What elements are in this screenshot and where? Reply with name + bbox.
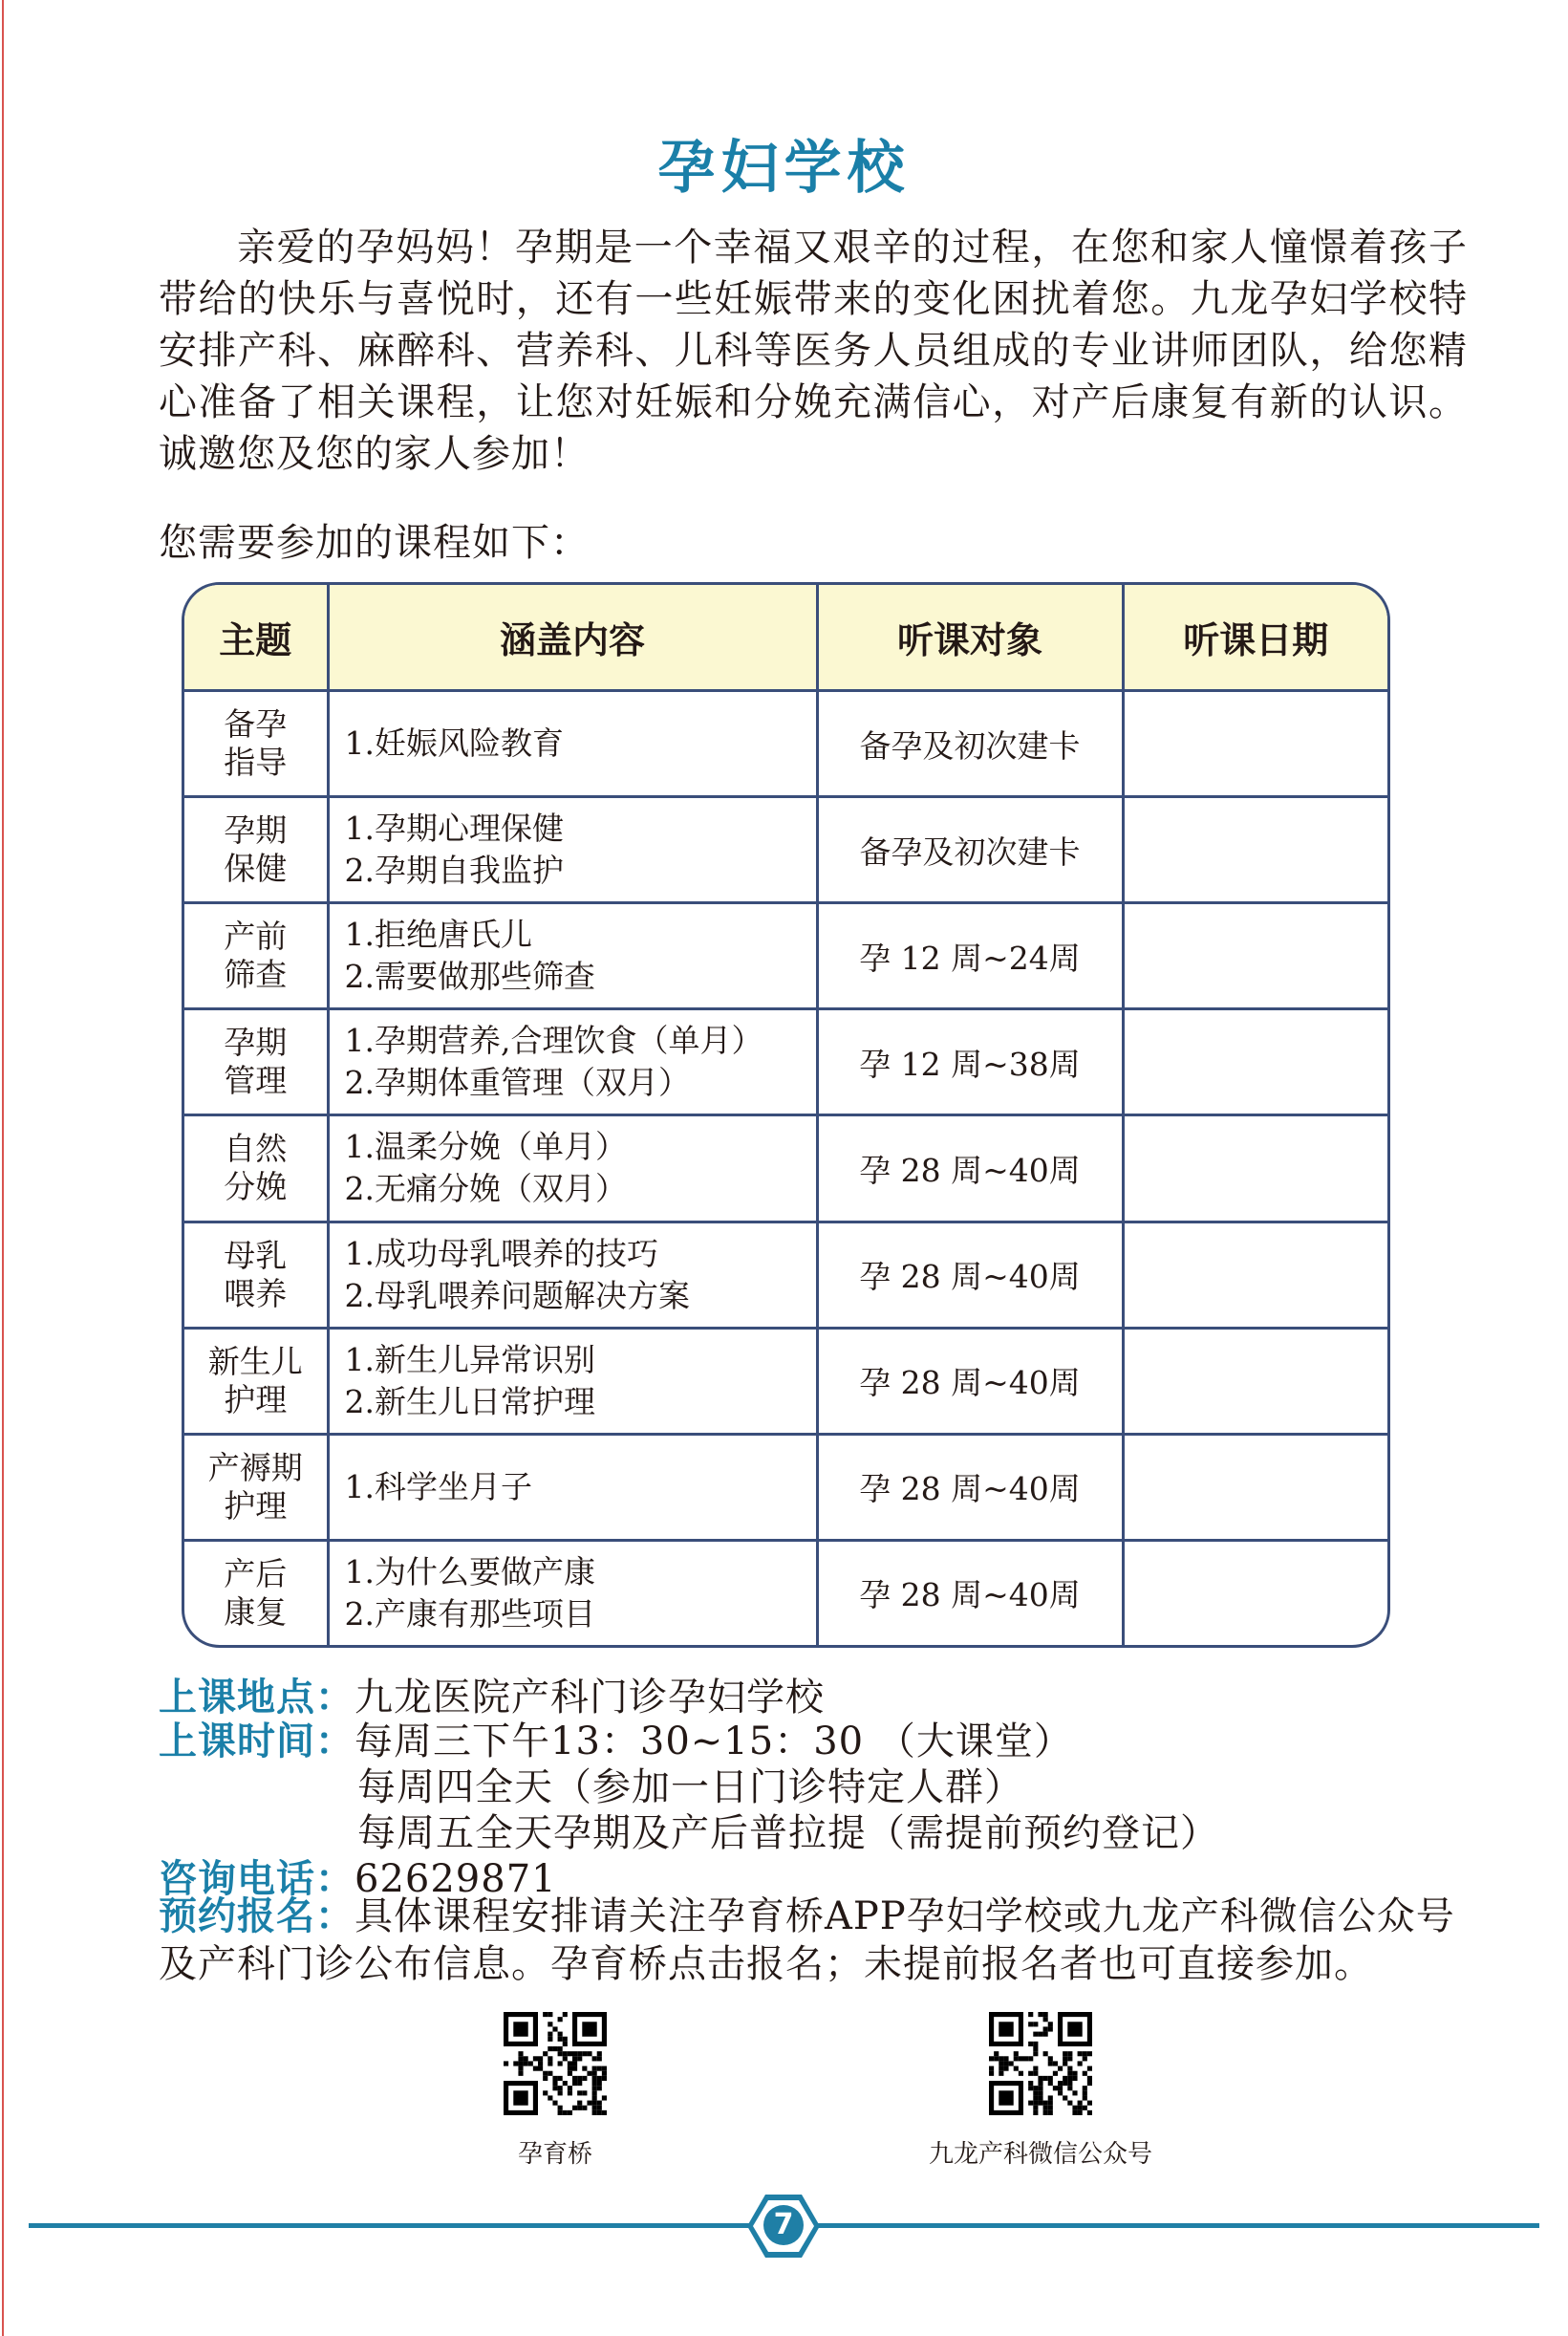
topic-text: 新生儿 bbox=[207, 1342, 303, 1380]
page-title: 孕妇学校 bbox=[657, 135, 911, 202]
date-cell bbox=[1123, 797, 1387, 903]
date-cell bbox=[1123, 903, 1387, 1009]
course-table bbox=[182, 582, 1390, 1648]
header-topic: 主题 bbox=[184, 585, 328, 691]
booking-label: 预约报名： bbox=[159, 1894, 354, 1938]
topic-text: 备孕 bbox=[224, 705, 288, 744]
date-cell bbox=[1123, 1115, 1387, 1222]
content-item: 1.拒绝唐氏儿 bbox=[344, 916, 532, 954]
page-number: 7 bbox=[763, 2205, 804, 2245]
table-row bbox=[184, 1115, 1387, 1222]
topic-cell bbox=[184, 1222, 328, 1328]
date-cell bbox=[1123, 1328, 1387, 1434]
topic-text: 自然 bbox=[224, 1130, 288, 1168]
content-cell bbox=[328, 797, 817, 903]
date-cell bbox=[1123, 1540, 1387, 1645]
content-item: 1.科学坐月子 bbox=[344, 1467, 532, 1505]
content-item: 2.孕期体重管理（双月） bbox=[344, 1064, 690, 1102]
topic-cell bbox=[184, 797, 328, 903]
table-row bbox=[184, 903, 1387, 1009]
qr-code-yunyuqiao-icon bbox=[504, 2012, 607, 2115]
date-cell bbox=[1123, 691, 1387, 797]
qr-caption-2: 九龙产科微信公众号 bbox=[928, 2140, 1152, 2169]
content-item: 2.孕期自我监护 bbox=[344, 852, 564, 890]
time-label: 上课时间： bbox=[159, 1720, 354, 1763]
content-item: 1.温柔分娩（单月） bbox=[344, 1128, 627, 1166]
content-cell bbox=[328, 691, 817, 797]
topic-cell bbox=[184, 1434, 328, 1540]
content-item: 2.产康有那些项目 bbox=[344, 1594, 595, 1633]
booking-paragraph bbox=[159, 1893, 1458, 1988]
content-cell bbox=[328, 903, 817, 1009]
time-value-2: 每周四全天（参加一日门诊特定人群） bbox=[357, 1765, 1023, 1809]
table-row bbox=[184, 691, 1387, 797]
header-content: 涵盖内容 bbox=[328, 585, 817, 691]
phone-label: 咨询电话： bbox=[159, 1857, 354, 1901]
table-row bbox=[184, 797, 1387, 903]
content-item: 1.为什么要做产康 bbox=[344, 1552, 595, 1590]
topic-cell bbox=[184, 1328, 328, 1434]
table-row bbox=[184, 1540, 1387, 1645]
content-item: 1.孕期心理保健 bbox=[344, 810, 564, 848]
topic-cell bbox=[184, 1540, 328, 1645]
left-margin-rule bbox=[2, 0, 4, 2336]
content-cell bbox=[328, 1328, 817, 1434]
content-cell bbox=[328, 1222, 817, 1328]
topic-text: 喂养 bbox=[224, 1274, 288, 1312]
topic-text: 护理 bbox=[224, 1486, 288, 1525]
topic-cell bbox=[184, 1009, 328, 1115]
audience-cell: 孕 12 周~38周 bbox=[817, 1009, 1123, 1115]
table-row bbox=[184, 1434, 1387, 1540]
booking-text: 具体课程安排请关注孕育桥APP孕妇学校或九龙产科微信公众号及产科门诊公布信息。孕育桥点击报名；未提前报名者也可直接参加。 bbox=[159, 1894, 1455, 1986]
audience-cell: 孕 28 周~40周 bbox=[817, 1115, 1123, 1222]
topic-text: 管理 bbox=[224, 1062, 288, 1100]
location-value: 九龙医院产科门诊孕妇学校 bbox=[354, 1676, 825, 1720]
topic-cell bbox=[184, 691, 328, 797]
content-item: 2.新生儿日常护理 bbox=[344, 1382, 595, 1420]
topic-cell bbox=[184, 1115, 328, 1222]
topic-text: 筛查 bbox=[224, 956, 288, 994]
content-cell bbox=[328, 1009, 817, 1115]
table-header-row bbox=[184, 585, 1387, 691]
content-item: 2.母乳喂养问题解决方案 bbox=[344, 1276, 690, 1314]
content-item: 1.成功母乳喂养的技巧 bbox=[344, 1234, 658, 1272]
topic-text: 母乳 bbox=[224, 1236, 288, 1274]
audience-cell: 孕 28 周~40周 bbox=[817, 1222, 1123, 1328]
audience-cell: 孕 12 周~24周 bbox=[817, 903, 1123, 1009]
topic-text: 产褥期 bbox=[207, 1448, 303, 1486]
audience-cell: 孕 28 周~40周 bbox=[817, 1434, 1123, 1540]
topic-text: 孕期 bbox=[224, 811, 288, 850]
topic-text: 产前 bbox=[224, 918, 288, 956]
date-cell bbox=[1123, 1009, 1387, 1115]
audience-cell: 备孕及初次建卡 bbox=[817, 691, 1123, 797]
content-cell bbox=[328, 1115, 817, 1222]
audience-cell: 备孕及初次建卡 bbox=[817, 797, 1123, 903]
topic-text: 孕期 bbox=[224, 1024, 288, 1062]
header-audience: 听课对象 bbox=[817, 585, 1123, 691]
topic-text: 指导 bbox=[224, 744, 288, 782]
time-value-3: 每周五全天孕期及产后普拉提（需提前预约登记） bbox=[357, 1811, 1219, 1855]
topic-text: 保健 bbox=[224, 850, 288, 888]
content-item: 2.需要做那些筛查 bbox=[344, 958, 595, 996]
header-date: 听课日期 bbox=[1123, 585, 1387, 691]
table-row bbox=[184, 1009, 1387, 1115]
intro-paragraph: 亲爱的孕妈妈！孕期是一个幸福又艰辛的过程，在您和家人憧憬着孩子带给的快乐与喜悦时，还有一些妊娠带来的变化困扰着您。九龙孕妇学校特安排产科、麻醉科、营养科、儿科等医务人员组成的专业讲师团队，给您精心准备了相关课程，让您对妊娠和分娩充满信心，对产后康复有新的认识。诚邀您及您的家人参加！ bbox=[159, 226, 1468, 476]
content-item: 1.孕期营养,合理饮食（单月） bbox=[344, 1022, 763, 1060]
content-cell bbox=[328, 1540, 817, 1645]
content-item: 1.妊娠风险教育 bbox=[344, 725, 564, 763]
phone-value: 62629871 bbox=[354, 1857, 557, 1901]
audience-cell: 孕 28 周~40周 bbox=[817, 1328, 1123, 1434]
table-row bbox=[184, 1328, 1387, 1434]
content-item: 2.无痛分娩（双月） bbox=[344, 1170, 627, 1208]
topic-text: 康复 bbox=[224, 1592, 288, 1631]
location-label: 上课地点： bbox=[159, 1676, 354, 1720]
audience-cell: 孕 28 周~40周 bbox=[817, 1540, 1123, 1645]
topic-text: 分娩 bbox=[224, 1168, 288, 1206]
date-cell bbox=[1123, 1434, 1387, 1540]
course-prompt: 您需要参加的课程如下： bbox=[159, 521, 590, 565]
time-value-1: 每周三下午13：30~15：30 （大课堂） bbox=[354, 1720, 1073, 1763]
date-cell bbox=[1123, 1222, 1387, 1328]
topic-text: 产后 bbox=[224, 1554, 288, 1592]
content-item: 1.新生儿异常识别 bbox=[344, 1340, 595, 1378]
qr-caption-1: 孕育桥 bbox=[517, 2140, 592, 2169]
qr-code-wechat-icon bbox=[989, 2012, 1092, 2115]
table-row bbox=[184, 1222, 1387, 1328]
topic-text: 护理 bbox=[224, 1380, 288, 1418]
topic-cell bbox=[184, 903, 328, 1009]
content-cell bbox=[328, 1434, 817, 1540]
